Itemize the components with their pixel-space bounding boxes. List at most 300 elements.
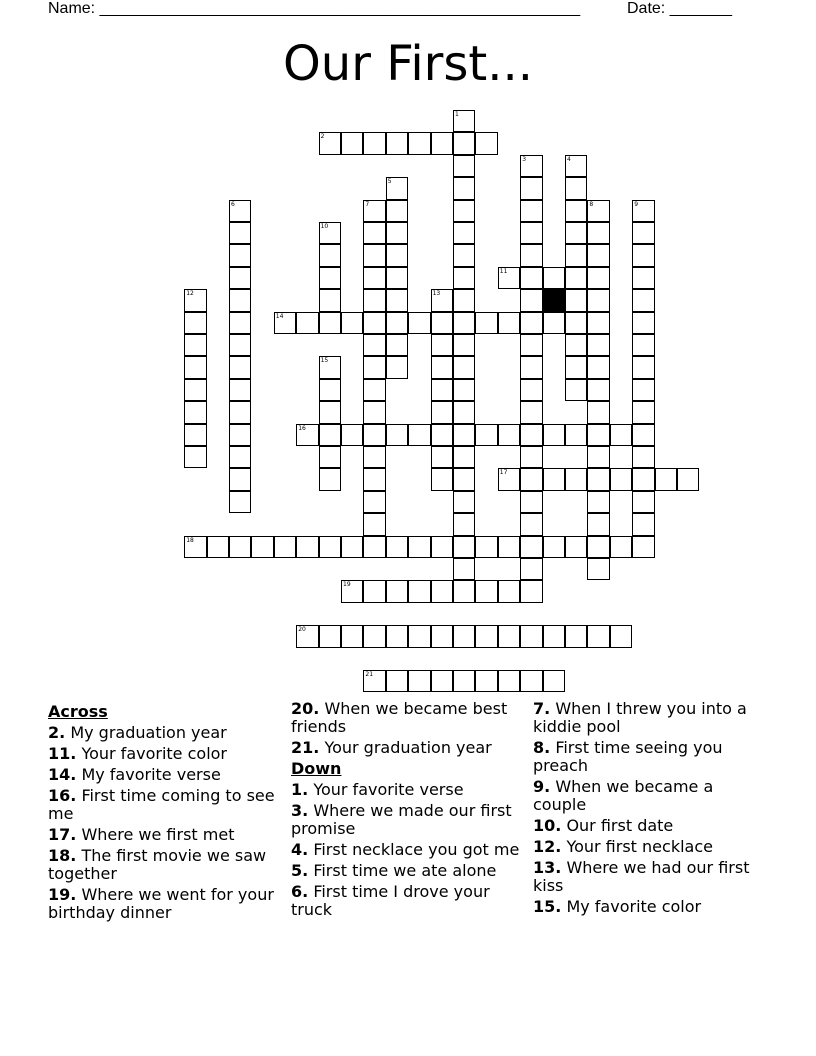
grid-cell[interactable]	[363, 468, 385, 490]
clue-number: 15.	[533, 897, 562, 916]
cell-number: 4	[567, 155, 571, 163]
grid-cell[interactable]	[386, 356, 408, 378]
grid-cell[interactable]	[431, 580, 453, 602]
grid-cell[interactable]	[610, 536, 632, 558]
clue-number: 13.	[533, 858, 562, 877]
grid-cell[interactable]	[453, 468, 475, 490]
clue-text: When we became best friends	[291, 699, 508, 736]
cell-number: 1	[455, 111, 459, 118]
clue-item	[291, 739, 527, 757]
grid-cell[interactable]	[341, 536, 363, 558]
grid-cell[interactable]	[363, 424, 385, 446]
grid-cell[interactable]	[453, 536, 475, 558]
grid-cell[interactable]	[453, 289, 475, 311]
clue-item	[291, 841, 527, 859]
grid-cell[interactable]	[587, 334, 609, 356]
grid-cell[interactable]	[229, 446, 251, 468]
clue-item	[48, 724, 284, 742]
clue-item	[533, 898, 769, 916]
clue-text: First time we ate alone	[313, 861, 497, 880]
grid-cell[interactable]	[386, 580, 408, 602]
grid-cell[interactable]	[565, 244, 587, 266]
grid-cell[interactable]	[363, 513, 385, 535]
grid-cell[interactable]	[543, 267, 565, 289]
grid-cell[interactable]	[520, 424, 542, 446]
grid-cell[interactable]	[632, 289, 654, 311]
clue-item	[291, 883, 527, 919]
grid-cell[interactable]	[453, 132, 475, 154]
grid-cell[interactable]	[184, 356, 206, 378]
clue-item	[533, 778, 769, 814]
grid-cell[interactable]	[363, 379, 385, 401]
clue-item	[48, 847, 284, 883]
grid-cell[interactable]	[341, 424, 363, 446]
clue-item	[48, 787, 284, 823]
grid-cell[interactable]	[453, 558, 475, 580]
grid-cell[interactable]	[520, 468, 542, 490]
grid-cell[interactable]	[408, 424, 430, 446]
grid-cell[interactable]	[363, 244, 385, 266]
clue-item	[48, 826, 284, 844]
clue-column-2	[291, 700, 527, 922]
clue-heading-down: Down	[291, 759, 342, 778]
grid-cell[interactable]	[229, 356, 251, 378]
grid-cell[interactable]	[431, 670, 453, 692]
grid-cell[interactable]	[565, 379, 587, 401]
grid-cell[interactable]	[319, 379, 341, 401]
grid-cell[interactable]	[408, 132, 430, 154]
grid-cell[interactable]	[229, 401, 251, 423]
grid-cell[interactable]	[677, 468, 699, 490]
clue-number: 18.	[48, 846, 77, 865]
clue-number: 4.	[291, 840, 309, 859]
grid-cell[interactable]	[363, 334, 385, 356]
grid-cell[interactable]	[543, 670, 565, 692]
grid-cell[interactable]	[341, 625, 363, 647]
grid-cell[interactable]	[184, 401, 206, 423]
grid-cell[interactable]	[453, 580, 475, 602]
grid-cell[interactable]	[475, 670, 497, 692]
grid-cell[interactable]	[610, 625, 632, 647]
clue-text: Where we made our first promise	[291, 801, 512, 838]
cell-number: 16	[298, 424, 306, 432]
grid-cell[interactable]	[520, 222, 542, 244]
clue-text: Where we first met	[81, 825, 235, 844]
cell-number: 10	[320, 223, 329, 230]
grid-cell[interactable]	[498, 670, 520, 692]
grid-cell[interactable]	[565, 200, 587, 222]
grid-cell[interactable]	[319, 244, 341, 266]
grid-cell[interactable]	[498, 580, 520, 602]
grid-cell[interactable]	[453, 244, 475, 266]
grid-cell[interactable]	[453, 200, 475, 222]
grid-cell[interactable]	[587, 468, 609, 490]
grid-cell[interactable]	[610, 468, 632, 490]
clue-number: 2.	[48, 723, 66, 742]
grid-cell[interactable]	[386, 312, 408, 334]
grid-cell[interactable]	[453, 222, 475, 244]
grid-cell[interactable]	[587, 424, 609, 446]
grid-cell[interactable]	[520, 177, 542, 199]
grid-cell[interactable]	[431, 132, 453, 154]
clue-number: 10.	[533, 816, 562, 835]
clue-item	[48, 745, 284, 763]
cell-number: 11	[499, 267, 508, 275]
grid-cell[interactable]	[520, 625, 542, 647]
grid-cell[interactable]	[587, 267, 609, 289]
grid-cell[interactable]	[229, 468, 251, 490]
grid-cell[interactable]	[363, 356, 385, 378]
grid-cell[interactable]	[363, 536, 385, 558]
grid-cell[interactable]	[520, 200, 542, 222]
grid-cell[interactable]	[408, 312, 430, 334]
grid-cell[interactable]	[520, 401, 542, 423]
grid-cell[interactable]	[587, 446, 609, 468]
clue-column-3	[533, 700, 769, 919]
clue-number: 21.	[291, 738, 320, 757]
clue-text: First time seeing you preach	[533, 738, 723, 775]
grid-cell[interactable]	[431, 625, 453, 647]
clue-heading-across: Across	[48, 702, 108, 721]
grid-cell[interactable]	[229, 334, 251, 356]
cell-number: 21	[365, 671, 374, 678]
grid-cell[interactable]	[632, 401, 654, 423]
grid-cell[interactable]	[274, 536, 296, 558]
clue-item	[533, 838, 769, 856]
grid-cell[interactable]	[632, 244, 654, 266]
grid-cell[interactable]	[341, 132, 363, 154]
grid-cell[interactable]	[319, 625, 341, 647]
grid-cell[interactable]	[431, 356, 453, 378]
cell-number: 20	[298, 626, 306, 634]
grid-cell[interactable]	[408, 625, 430, 647]
grid-cell[interactable]	[207, 536, 229, 558]
page-title: Our First...	[283, 36, 533, 92]
grid-cell[interactable]	[520, 580, 542, 602]
grid-cell[interactable]	[587, 536, 609, 558]
grid-cell[interactable]	[498, 312, 520, 334]
grid-cell[interactable]	[520, 289, 542, 311]
grid-cell[interactable]	[229, 289, 251, 311]
clue-text: My favorite color	[566, 897, 702, 916]
grid-cell[interactable]	[319, 401, 341, 423]
grid-cell[interactable]	[587, 289, 609, 311]
grid-cell[interactable]	[363, 580, 385, 602]
clue-number: 19.	[48, 885, 77, 904]
grid-cell[interactable]	[363, 267, 385, 289]
grid-cell[interactable]	[520, 379, 542, 401]
grid-cell[interactable]	[565, 536, 587, 558]
grid-cell[interactable]	[184, 312, 206, 334]
grid-cell[interactable]	[386, 670, 408, 692]
grid-cell[interactable]	[386, 625, 408, 647]
grid-cell[interactable]	[363, 312, 385, 334]
grid-cell[interactable]	[520, 491, 542, 513]
grid-cell[interactable]	[319, 267, 341, 289]
clue-text: When we became a couple	[533, 777, 714, 814]
clue-item	[533, 859, 769, 895]
clue-number: 6.	[291, 882, 309, 901]
clue-text: My favorite verse	[81, 765, 221, 784]
grid-cell[interactable]	[386, 132, 408, 154]
grid-cell[interactable]	[520, 446, 542, 468]
grid-cell[interactable]	[565, 267, 587, 289]
grid-cell[interactable]	[363, 491, 385, 513]
clue-item	[291, 802, 527, 838]
clue-text: The first movie we saw together	[48, 846, 267, 883]
grid-cell[interactable]	[565, 177, 587, 199]
grid-cell[interactable]	[632, 379, 654, 401]
grid-cell[interactable]	[453, 424, 475, 446]
grid-cell[interactable]	[319, 312, 341, 334]
cell-number: 12	[186, 290, 194, 298]
clue-text: My graduation year	[70, 723, 227, 742]
grid-cell[interactable]	[632, 491, 654, 513]
clue-text: First time I drove your truck	[291, 882, 490, 919]
grid-cell[interactable]	[632, 334, 654, 356]
clue-number: 9.	[533, 777, 551, 796]
grid-cell[interactable]	[319, 446, 341, 468]
grid-cell[interactable]	[319, 289, 341, 311]
cell-number: 14	[275, 312, 284, 320]
grid-cell[interactable]	[431, 536, 453, 558]
grid-cell[interactable]	[587, 401, 609, 423]
clue-number: 1.	[291, 780, 309, 799]
grid-cell[interactable]	[632, 222, 654, 244]
grid-cell[interactable]	[453, 491, 475, 513]
clue-text: First time coming to see me	[48, 786, 275, 823]
grid-cell[interactable]	[543, 625, 565, 647]
grid-cell[interactable]	[431, 379, 453, 401]
cell-number: 2	[320, 133, 325, 141]
clue-item	[291, 862, 527, 880]
grid-cell[interactable]	[520, 670, 542, 692]
grid-cell[interactable]	[632, 446, 654, 468]
clue-text: Your favorite verse	[313, 780, 464, 799]
grid-cell[interactable]	[520, 312, 542, 334]
grid-cell[interactable]	[341, 312, 363, 334]
grid-cell[interactable]	[565, 625, 587, 647]
grid-cell[interactable]	[587, 356, 609, 378]
grid-cell[interactable]	[498, 625, 520, 647]
grid-cell[interactable]	[431, 468, 453, 490]
date-field-label: Date: _______	[627, 0, 732, 17]
grid-cell[interactable]	[587, 244, 609, 266]
grid-cell[interactable]	[229, 312, 251, 334]
clue-number: 8.	[533, 738, 551, 757]
clue-number: 14.	[48, 765, 77, 784]
grid-cell[interactable]	[475, 536, 497, 558]
clue-number: 17.	[48, 825, 77, 844]
grid-cell[interactable]	[453, 312, 475, 334]
grid-cell[interactable]	[565, 312, 587, 334]
grid-cell[interactable]	[610, 424, 632, 446]
clue-text: When I threw you into a kiddie pool	[533, 699, 747, 736]
grid-cell[interactable]	[363, 625, 385, 647]
grid-cell[interactable]	[543, 468, 565, 490]
grid-cell[interactable]	[632, 424, 654, 446]
grid-cell[interactable]	[184, 446, 206, 468]
grid-cell[interactable]	[386, 334, 408, 356]
cell-number: 18	[186, 536, 194, 544]
grid-cell[interactable]	[453, 625, 475, 647]
grid-cell[interactable]	[363, 401, 385, 423]
clue-text: Where we went for your birthday dinner	[48, 885, 274, 922]
grid-cell[interactable]	[587, 625, 609, 647]
clue-item	[533, 700, 769, 736]
grid-cell[interactable]	[520, 267, 542, 289]
cell-number: 15	[320, 357, 329, 365]
grid-cell[interactable]	[319, 536, 341, 558]
grid-cell[interactable]	[229, 379, 251, 401]
name-field-label: Name: ______________________________________________________	[48, 0, 581, 17]
cell-number: 19	[343, 581, 351, 589]
clue-number: 12.	[533, 837, 562, 856]
grid-cell[interactable]	[363, 446, 385, 468]
grid-cell[interactable]	[431, 401, 453, 423]
grid-cell[interactable]	[587, 513, 609, 535]
grid-cell[interactable]	[632, 356, 654, 378]
grid-cell[interactable]	[184, 424, 206, 446]
grid-cell[interactable]	[543, 312, 565, 334]
grid-cell[interactable]	[453, 155, 475, 177]
grid-cell[interactable]	[520, 513, 542, 535]
grid-cell[interactable]	[453, 356, 475, 378]
grid-cell[interactable]	[453, 670, 475, 692]
grid-cell[interactable]	[632, 513, 654, 535]
grid-cell[interactable]	[229, 222, 251, 244]
grid-cell[interactable]	[565, 222, 587, 244]
clue-item	[48, 766, 284, 784]
grid-cell[interactable]	[520, 334, 542, 356]
grid-cell[interactable]	[431, 312, 453, 334]
cell-number: 13	[432, 290, 441, 298]
grid-cell[interactable]	[475, 132, 497, 154]
grid-cell[interactable]	[632, 468, 654, 490]
grid-cell[interactable]	[229, 424, 251, 446]
clue-text: Our first date	[566, 816, 674, 835]
cell-number: 17	[499, 469, 508, 477]
grid-cell[interactable]	[520, 356, 542, 378]
grid-cell[interactable]	[386, 267, 408, 289]
grid-cell[interactable]	[229, 536, 251, 558]
grid-cell[interactable]	[632, 536, 654, 558]
grid-cell[interactable]	[363, 132, 385, 154]
grid-cell[interactable]	[408, 536, 430, 558]
grid-cell[interactable]	[520, 244, 542, 266]
grid-cell[interactable]	[184, 334, 206, 356]
grid-cell[interactable]	[453, 177, 475, 199]
cell-number: 6	[231, 200, 235, 208]
grid-cell[interactable]	[520, 558, 542, 580]
grid-cell[interactable]	[498, 536, 520, 558]
grid-cell[interactable]	[587, 558, 609, 580]
grid-cell[interactable]	[386, 424, 408, 446]
grid-cell[interactable]	[319, 424, 341, 446]
grid-cell[interactable]	[453, 513, 475, 535]
grid-cell[interactable]	[453, 334, 475, 356]
grid-cell[interactable]	[587, 312, 609, 334]
grid-cell[interactable]	[632, 312, 654, 334]
cell-number: 8	[589, 200, 594, 208]
grid-cell[interactable]	[453, 379, 475, 401]
grid-cell[interactable]	[655, 468, 677, 490]
clue-number: 11.	[48, 744, 77, 763]
grid-cell[interactable]	[565, 468, 587, 490]
grid-cell[interactable]	[184, 379, 206, 401]
grid-cell[interactable]	[229, 244, 251, 266]
cell-number: 9	[634, 200, 639, 208]
clue-column-1	[48, 700, 284, 925]
clue-number: 5.	[291, 861, 309, 880]
grid-cell[interactable]	[565, 424, 587, 446]
grid-cell[interactable]	[498, 424, 520, 446]
grid-cell[interactable]	[386, 536, 408, 558]
grid-cell[interactable]	[431, 334, 453, 356]
grid-cell[interactable]	[520, 536, 542, 558]
grid-cell[interactable]	[363, 222, 385, 244]
clue-text: Your favorite color	[81, 744, 227, 763]
grid-cell[interactable]	[565, 289, 587, 311]
grid-cell[interactable]	[319, 468, 341, 490]
cell-number: 7	[365, 200, 370, 208]
clue-text: Where we had our first kiss	[533, 858, 750, 895]
clue-number: 7.	[533, 699, 551, 718]
grid-cell[interactable]	[475, 625, 497, 647]
grid-cell[interactable]	[296, 312, 318, 334]
grid-cell[interactable]	[408, 580, 430, 602]
grid-cell[interactable]	[386, 200, 408, 222]
grid-cell[interactable]	[475, 424, 497, 446]
grid-cell[interactable]	[587, 222, 609, 244]
grid-cell[interactable]	[251, 536, 273, 558]
grid-cell[interactable]	[453, 446, 475, 468]
grid-cell[interactable]	[453, 267, 475, 289]
grid-black-cell	[543, 289, 565, 311]
cell-number: 5	[387, 178, 392, 186]
grid-cell[interactable]	[475, 580, 497, 602]
clue-number: 3.	[291, 801, 309, 820]
grid-cell[interactable]	[565, 334, 587, 356]
grid-cell[interactable]	[431, 424, 453, 446]
grid-cell[interactable]	[565, 356, 587, 378]
grid-cell[interactable]	[632, 267, 654, 289]
grid-cell[interactable]	[386, 244, 408, 266]
grid-cell[interactable]	[475, 312, 497, 334]
grid-cell[interactable]	[587, 491, 609, 513]
clue-item	[533, 817, 769, 835]
cell-number: 3	[522, 155, 527, 163]
grid-cell[interactable]	[296, 536, 318, 558]
clue-text: Your first necklace	[566, 837, 713, 856]
grid-cell[interactable]	[543, 536, 565, 558]
grid-cell[interactable]	[587, 379, 609, 401]
grid-cell[interactable]	[543, 424, 565, 446]
grid-cell[interactable]	[431, 446, 453, 468]
clue-item	[291, 700, 527, 736]
grid-cell[interactable]	[408, 670, 430, 692]
grid-cell[interactable]	[386, 289, 408, 311]
clue-text: Your graduation year	[324, 738, 492, 757]
clue-number: 20.	[291, 699, 320, 718]
grid-cell[interactable]	[363, 289, 385, 311]
grid-cell[interactable]	[386, 222, 408, 244]
grid-cell[interactable]	[229, 267, 251, 289]
clue-number: 16.	[48, 786, 77, 805]
grid-cell[interactable]	[453, 401, 475, 423]
clue-item	[533, 739, 769, 775]
grid-cell[interactable]	[229, 491, 251, 513]
